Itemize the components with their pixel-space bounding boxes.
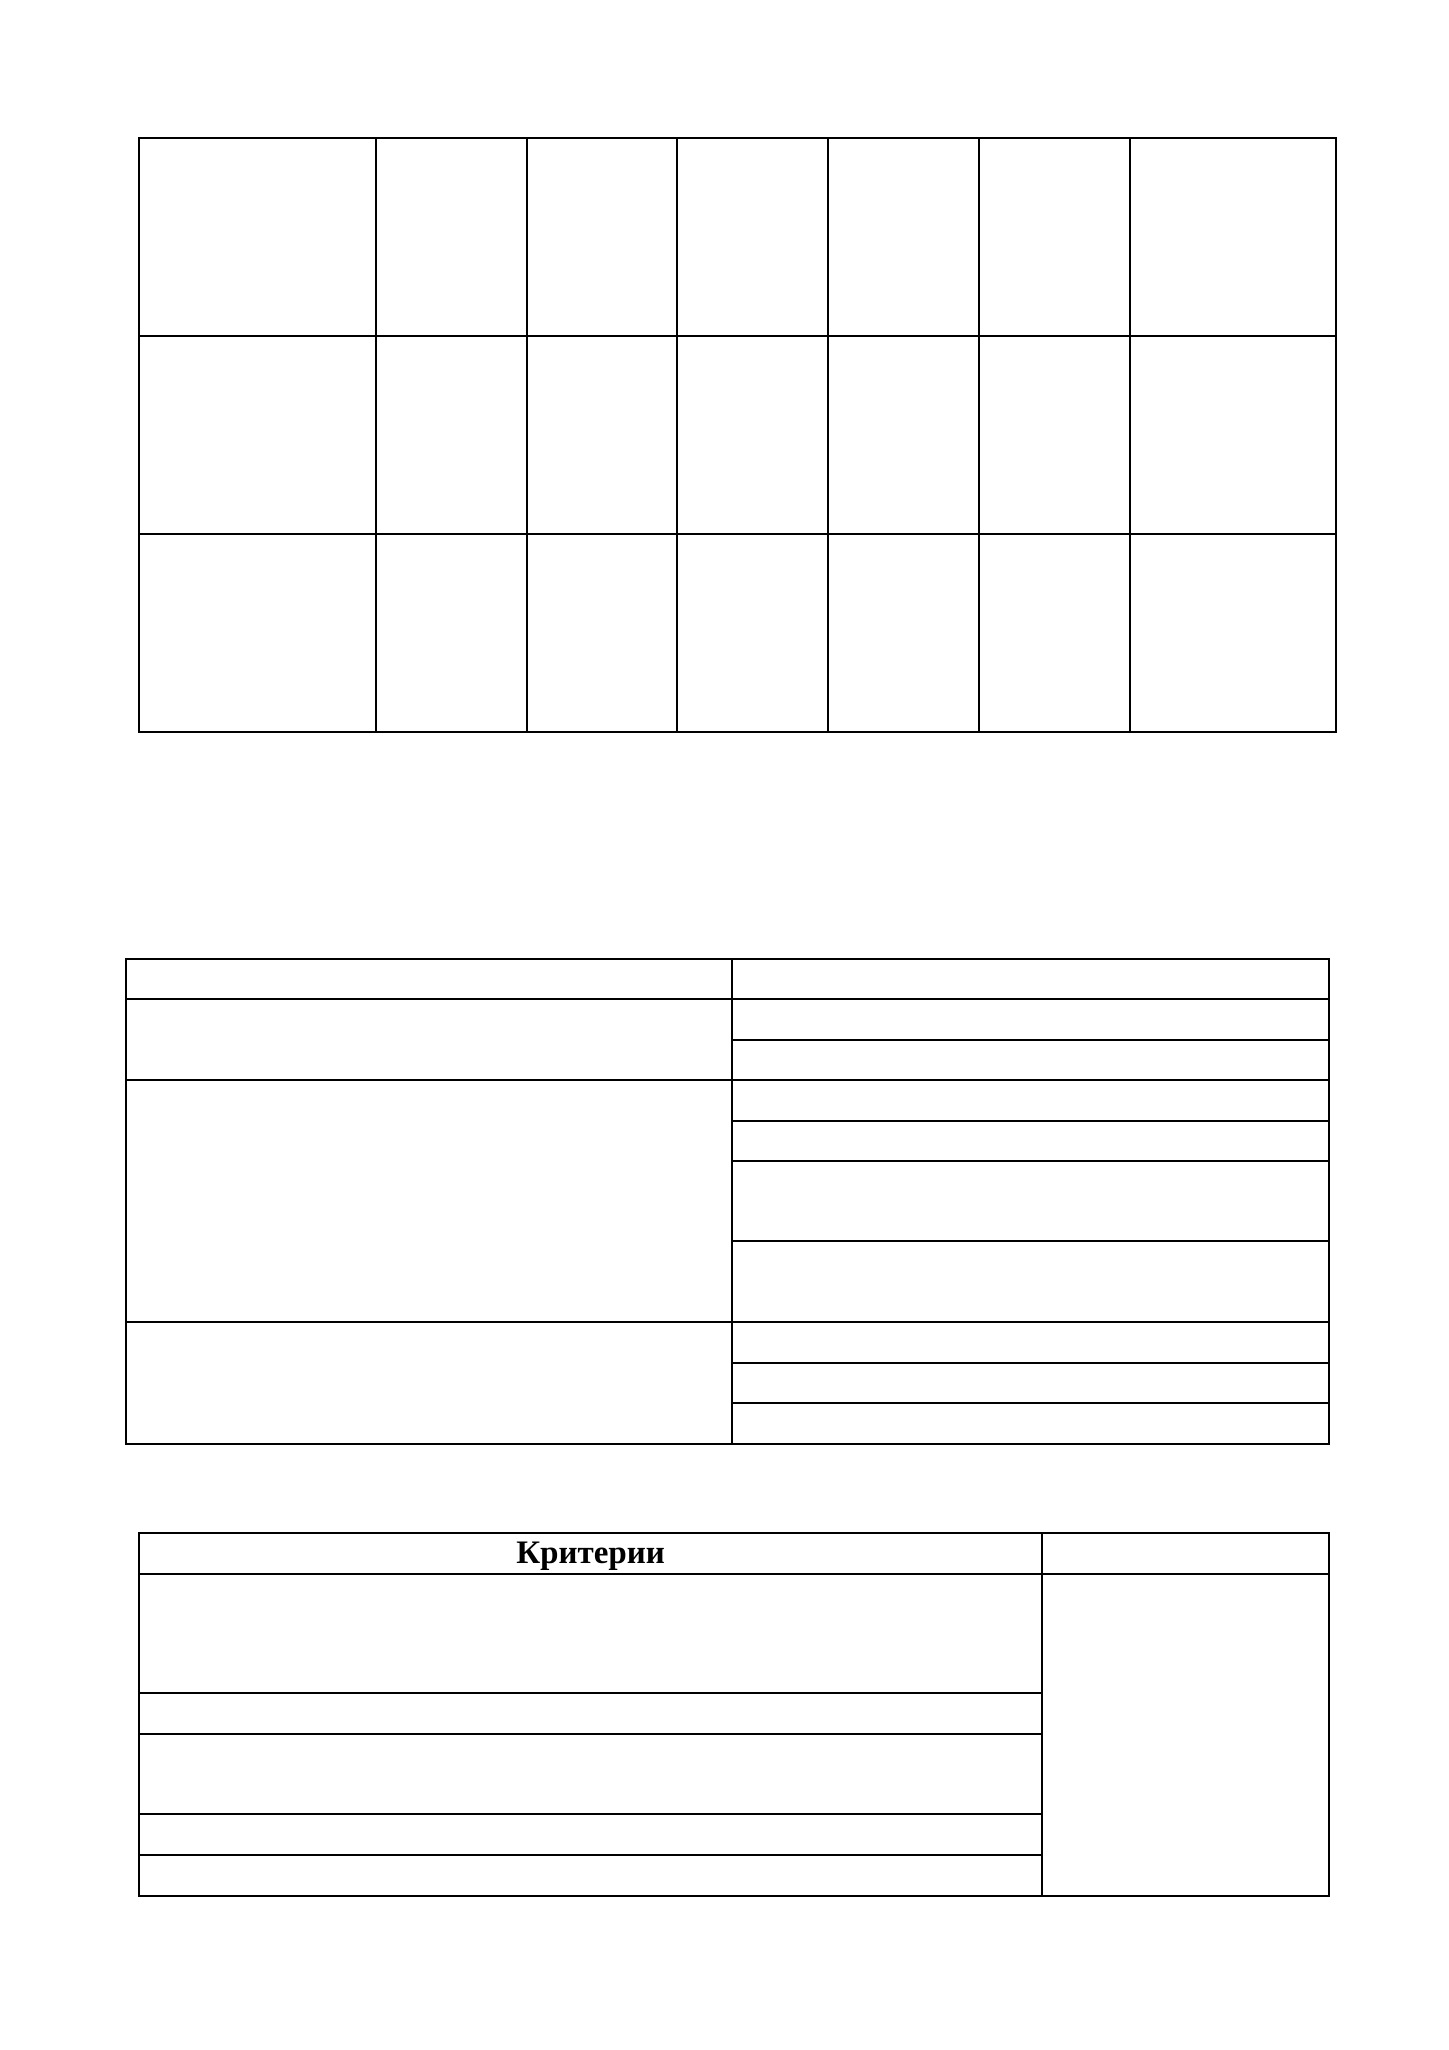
- group-item-cell: [732, 1040, 1329, 1080]
- table-header-cell: [732, 959, 1329, 999]
- table-row: [126, 1322, 1329, 1363]
- criteria-header-cell: Критерии: [139, 1533, 1042, 1574]
- table-cell: [376, 534, 527, 732]
- criteria-cell: [139, 1693, 1042, 1734]
- score-header-cell: [1042, 1533, 1329, 1574]
- group-label-cell: [126, 999, 732, 1080]
- table-row: [126, 1080, 1329, 1121]
- group-item-cell: [732, 1363, 1329, 1403]
- score-cell: [1042, 1574, 1329, 1896]
- table-cell: [677, 336, 828, 534]
- grouped-two-column-table: [125, 958, 1330, 1445]
- group-item-cell: [732, 999, 1329, 1040]
- criteria-cell: [139, 1574, 1042, 1693]
- table-cell: [376, 138, 527, 336]
- table-row: [126, 999, 1329, 1040]
- table-cell: [527, 336, 677, 534]
- table-cell: [139, 336, 376, 534]
- table-cell: [376, 336, 527, 534]
- criteria-cell: [139, 1814, 1042, 1855]
- table-cell: [1130, 138, 1336, 336]
- group-item-cell: [732, 1322, 1329, 1363]
- table-cell: [1130, 336, 1336, 534]
- table-row: [139, 138, 1336, 336]
- table-header-row: [139, 1533, 1329, 1574]
- table-cell: [979, 138, 1130, 336]
- table-row: [139, 534, 1336, 732]
- table-cell: [527, 534, 677, 732]
- table-cell: [828, 138, 979, 336]
- table-cell: [139, 138, 376, 336]
- table-header-cell: [126, 959, 732, 999]
- table-row: [139, 336, 1336, 534]
- table-cell: [1130, 534, 1336, 732]
- criteria-table: [138, 1532, 1330, 1897]
- empty-grid-table: [138, 137, 1337, 733]
- table-header-row: [126, 959, 1329, 999]
- group-item-cell: [732, 1161, 1329, 1241]
- criteria-cell: [139, 1734, 1042, 1814]
- table-cell: [828, 336, 979, 534]
- group-item-cell: [732, 1121, 1329, 1161]
- table-cell: [828, 534, 979, 732]
- table-cell: [677, 138, 828, 336]
- table-cell: [527, 138, 677, 336]
- group-label-cell: [126, 1322, 732, 1444]
- table-cell: [979, 336, 1130, 534]
- group-item-cell: [732, 1080, 1329, 1121]
- table-cell: [979, 534, 1130, 732]
- table-cell: [677, 534, 828, 732]
- table-row: [139, 1574, 1329, 1693]
- table-cell: [139, 534, 376, 732]
- criteria-cell: [139, 1855, 1042, 1896]
- group-label-cell: [126, 1080, 732, 1322]
- group-item-cell: [732, 1403, 1329, 1444]
- group-item-cell: [732, 1241, 1329, 1322]
